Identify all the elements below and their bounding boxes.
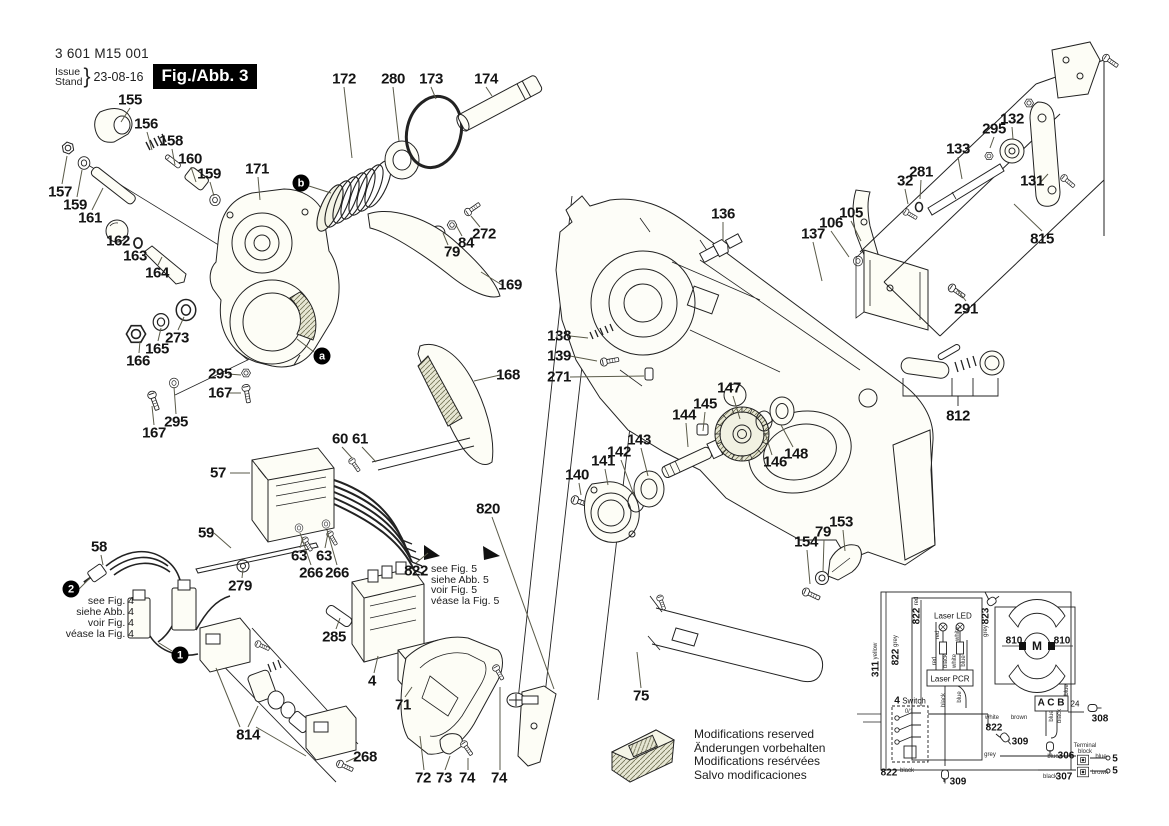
part-flange-141 xyxy=(585,482,640,543)
part-label-810: 810 xyxy=(1053,635,1071,647)
part-shaft-133 xyxy=(928,164,1004,215)
part-module-57 xyxy=(252,448,334,542)
part-label-laser: Laser xyxy=(933,611,955,621)
part-label-brown: brown xyxy=(1091,770,1109,776)
part-label-4: 4 xyxy=(894,695,900,707)
part-label-285: 285 xyxy=(322,628,346,646)
part-label-brown: brown xyxy=(1010,715,1028,721)
part-label-280: 280 xyxy=(381,70,405,88)
part-label-24: 24 xyxy=(1070,699,1080,709)
part-label-308: 308 xyxy=(1091,713,1109,725)
part-nut-157 xyxy=(61,141,76,155)
part-washer-106 xyxy=(853,256,862,266)
part-label-169: 169 xyxy=(498,276,522,294)
part-label-blue: blue xyxy=(1095,754,1107,760)
part-label-red: red xyxy=(935,630,941,640)
part-frame-815 xyxy=(860,60,1104,336)
part-label-blue: blue xyxy=(1064,684,1070,696)
part-label-4: 4 xyxy=(368,672,376,690)
part-label-m: M xyxy=(1032,639,1042,653)
part-lever-168 xyxy=(418,344,493,464)
part-label-grey: grey xyxy=(984,752,996,758)
circle-marker-a: a xyxy=(314,348,331,365)
part-label-red: red xyxy=(932,656,938,666)
part-label-switch: Switch xyxy=(902,696,926,706)
part-label-grey: grey xyxy=(983,625,989,637)
part-screw-272 xyxy=(463,201,482,217)
part-label-155: 155 xyxy=(118,91,142,109)
part-label-157: 157 xyxy=(48,183,72,201)
part-nut-295c xyxy=(985,152,993,159)
part-washer-266b xyxy=(322,520,330,528)
part-label-266: 266 xyxy=(325,564,349,582)
part-label-156: 156 xyxy=(134,115,158,133)
part-bracket-top xyxy=(1052,42,1100,98)
circle-marker-b: b xyxy=(293,175,310,192)
part-label-164: 164 xyxy=(145,264,169,282)
part-label-131: 131 xyxy=(1020,172,1044,190)
part-washer-295b xyxy=(169,378,178,388)
part-label-307: 307 xyxy=(1055,771,1073,783)
part-bearing-143 xyxy=(634,471,664,507)
part-label-white: white xyxy=(955,626,961,642)
part-washer-79b xyxy=(816,572,829,585)
part-label-272: 272 xyxy=(472,225,496,243)
part-label-106: 106 xyxy=(819,214,843,232)
part-label-145: 145 xyxy=(693,395,717,413)
part-nut-166 xyxy=(126,326,145,343)
part-oring-281 xyxy=(916,203,923,212)
part-label-laser-pcr: Laser PCR xyxy=(930,674,970,684)
part-label-79: 79 xyxy=(815,523,831,541)
part-label-75: 75 xyxy=(633,687,649,705)
part-label-162: 162 xyxy=(106,232,130,250)
part-label-144: 144 xyxy=(672,406,696,424)
figure-title: Fig./Abb. 3 xyxy=(153,64,258,89)
part-label-822: 822 xyxy=(404,562,428,580)
drawing-header xyxy=(55,46,257,89)
part-label-133: 133 xyxy=(946,140,970,158)
part-label-822: 822 xyxy=(911,607,923,625)
part-label-5: 5 xyxy=(1112,753,1118,765)
part-label-167: 167 xyxy=(142,424,166,442)
part-label-blue: blue xyxy=(1049,710,1055,722)
part-washer-165 xyxy=(153,314,169,331)
part-nut-295a xyxy=(242,369,251,377)
part-slider xyxy=(612,730,674,782)
part-label-140: 140 xyxy=(565,466,589,484)
part-label-172: 172 xyxy=(332,70,356,88)
part-label-146: 146 xyxy=(763,453,787,471)
part-label-136: 136 xyxy=(711,205,735,223)
part-label-terminal: Terminal xyxy=(1073,743,1097,749)
part-label-822: 822 xyxy=(880,767,898,779)
part-label-147: 147 xyxy=(717,379,741,397)
part-label-820: 820 xyxy=(476,500,500,518)
brace-glyph: } xyxy=(83,64,91,88)
part-label-143: 143 xyxy=(627,431,651,449)
part-label-white: white xyxy=(952,653,958,669)
part-bearing-148 xyxy=(770,397,794,425)
part-label-58: 58 xyxy=(91,538,107,556)
part-label-black: black xyxy=(943,653,949,669)
part-label-273: 273 xyxy=(165,329,189,347)
part-label-79: 79 xyxy=(444,243,460,261)
part-label-led: LED xyxy=(956,611,972,621)
part-label-306: 306 xyxy=(1057,750,1075,762)
part-screw-154 xyxy=(801,587,821,602)
part-pin-285 xyxy=(325,604,354,628)
part-label-block: block xyxy=(1077,749,1093,755)
part-label-822: 822 xyxy=(985,722,1003,734)
part-knob-73 xyxy=(440,734,462,754)
part-label-137: 137 xyxy=(801,225,825,243)
part-label-266: 266 xyxy=(299,564,323,582)
part-screw-167b xyxy=(147,390,162,411)
part-label-166: 166 xyxy=(126,352,150,370)
part-label-159: 159 xyxy=(63,196,87,214)
part-label-167: 167 xyxy=(208,384,232,402)
part-label-814: 814 xyxy=(236,726,260,744)
part-label-279: 279 xyxy=(228,577,252,595)
part-label-72: 72 xyxy=(415,769,431,787)
part-label-5: 5 xyxy=(1112,765,1118,777)
part-screw-60 xyxy=(348,457,362,473)
issue-stand-label: Issue Stand xyxy=(55,65,83,88)
part-label-60: 60 xyxy=(332,430,348,448)
part-label-74: 74 xyxy=(491,769,507,787)
part-label-yellow: yellow xyxy=(873,642,879,660)
part-label-84: 84 xyxy=(458,234,474,252)
part-label-blue: blue xyxy=(1047,754,1059,760)
part-label-823: 823 xyxy=(980,607,992,625)
part-label-291: 291 xyxy=(954,300,978,318)
part-lever-105 xyxy=(853,190,878,260)
part-label-161: 161 xyxy=(78,209,102,227)
part-label-153: 153 xyxy=(829,513,853,531)
part-gear-147 xyxy=(715,407,769,461)
part-screw-74a xyxy=(459,739,474,756)
part-knob-132 xyxy=(1000,139,1024,163)
part-key-145 xyxy=(697,424,708,435)
part-label-132: 132 xyxy=(1000,110,1024,128)
part-nut-815b xyxy=(1025,99,1034,107)
see-fig5-note: see Fig. 5 siehe Abb. 5 voir Fig. 5 véase la Fig. 5 xyxy=(431,563,500,607)
part-label-59: 59 xyxy=(198,524,214,542)
part-label-black: black xyxy=(899,768,915,774)
part-label-138: 138 xyxy=(547,327,571,345)
part-u-rod-75 xyxy=(648,594,823,682)
part-number: 3 601 M15 001 xyxy=(55,46,149,61)
part-label-73: 73 xyxy=(436,769,452,787)
part-pin-174 xyxy=(454,74,543,133)
part-label-154: 154 xyxy=(794,533,818,551)
part-label-295: 295 xyxy=(208,365,232,383)
part-label-281: 281 xyxy=(909,163,933,181)
part-label-blue: blue xyxy=(957,691,963,703)
part-label-822: 822 xyxy=(890,648,902,666)
part-label-black: black xyxy=(1042,774,1058,780)
part-label-268: 268 xyxy=(353,748,377,766)
terminal-flag xyxy=(483,546,500,560)
part-label-311: 311 xyxy=(870,660,882,678)
part-label-309: 309 xyxy=(949,776,967,788)
part-label-61: 61 xyxy=(352,430,368,448)
part-label-139: 139 xyxy=(547,347,571,365)
part-label-174: 174 xyxy=(474,70,498,88)
part-label-grey: grey xyxy=(893,635,899,647)
part-label-309: 309 xyxy=(1011,736,1029,748)
part-label-815: 815 xyxy=(1030,230,1054,248)
part-label-black: black xyxy=(941,692,947,708)
part-label-105: 105 xyxy=(839,204,863,222)
part-label-74: 74 xyxy=(459,769,475,787)
part-label-32: 32 xyxy=(897,172,913,190)
part-label-63: 63 xyxy=(291,547,307,565)
part-label-171: 171 xyxy=(245,160,269,178)
part-label-295: 295 xyxy=(164,413,188,431)
part-label-0/1: 0/1 xyxy=(904,709,914,715)
part-lever-169 xyxy=(368,212,500,297)
part-screw-131 xyxy=(1059,173,1076,189)
part-nut-84 xyxy=(447,221,457,229)
part-label-163: 163 xyxy=(123,247,147,265)
part-label-63: 63 xyxy=(316,547,332,565)
part-label-57: 57 xyxy=(210,464,226,482)
part-label-142: 142 xyxy=(607,443,631,461)
modifications-note: Modifications reserved Änderungen vorbehalten Modifications resérvées Salvo modificaciones xyxy=(694,727,826,782)
wire-loom xyxy=(334,480,414,570)
part-screw-167a xyxy=(241,384,252,404)
part-washer-273 xyxy=(176,300,196,321)
part-label-black: black xyxy=(1057,708,1063,724)
part-oring-163 xyxy=(134,238,142,248)
part-label-red: red xyxy=(914,596,920,606)
issue-date: 23-08-16 xyxy=(93,69,144,84)
part-label-a-c-b: A C B xyxy=(1037,697,1065,709)
part-label-159: 159 xyxy=(197,165,221,183)
part-label-141: 141 xyxy=(591,452,615,470)
part-label-160: 160 xyxy=(178,150,202,168)
part-label-71: 71 xyxy=(395,696,411,714)
see-fig4-note: see Fig. 4 siehe Abb. 4 voir Fig. 4 véase la Fig. 4 xyxy=(65,595,134,640)
part-label-271: 271 xyxy=(547,368,571,386)
part-label-158: 158 xyxy=(159,132,183,150)
part-pin-271 xyxy=(645,368,653,380)
part-label-148: 148 xyxy=(784,445,808,463)
part-label-173: 173 xyxy=(419,70,443,88)
part-label-812: 812 xyxy=(946,407,970,425)
part-label-white: white xyxy=(984,715,1000,721)
part-label-165: 165 xyxy=(145,340,169,358)
part-label-810: 810 xyxy=(1005,635,1023,647)
part-label-blue: blue xyxy=(961,655,967,667)
part-washer-159a xyxy=(78,157,90,170)
part-washer-266a xyxy=(295,524,303,532)
part-label-295: 295 xyxy=(982,120,1006,138)
circle-marker-1: 1 xyxy=(172,647,189,664)
circle-marker-2: 2 xyxy=(63,581,80,598)
part-label-168: 168 xyxy=(496,366,520,384)
part-washer-159b xyxy=(210,194,220,205)
